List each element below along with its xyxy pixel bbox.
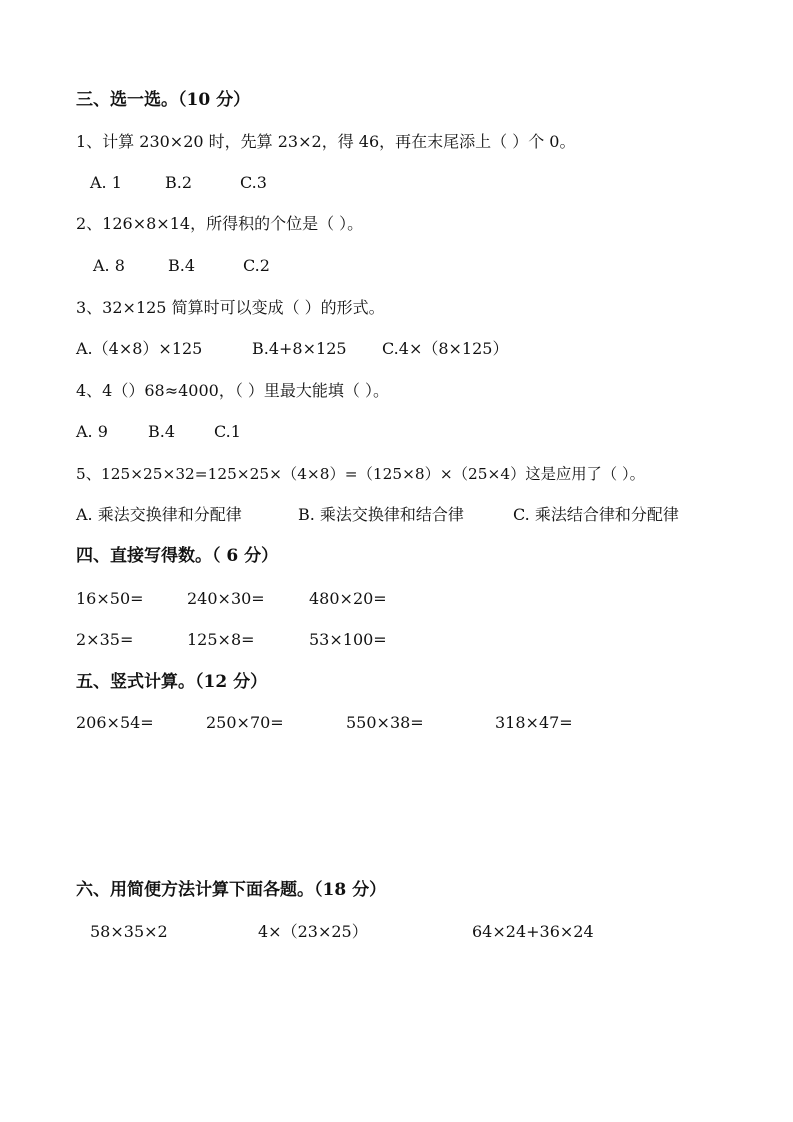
q3-option-a: A.（4×8）×125: [76, 339, 203, 358]
section-3-heading: 三、选一选。（10 分）: [76, 90, 251, 110]
q1-option-c: C.3: [240, 173, 267, 192]
q1-option-a: A. 1: [90, 173, 122, 192]
question-3-stem: 3、32×125 简算时可以变成（ ）的形式。: [76, 298, 385, 317]
simplify-calc-item: 58×35×2: [90, 922, 168, 941]
q2-option-c: C.2: [243, 256, 270, 275]
question-5-stem: 5、125×25×32=125×25×（4×8）=（125×8）×（25×4）这是应用了（ ）。: [76, 465, 645, 483]
question-2-stem: 2、126×8×14，所得积的个位是（ ）。: [76, 214, 364, 233]
vertical-calc-item: 250×70=: [206, 713, 284, 732]
section-5-heading: 五、竖式计算。（12 分）: [76, 672, 268, 692]
vertical-calc-item: 206×54=: [76, 713, 154, 732]
q3-option-b: B.4+8×125: [252, 339, 347, 358]
q4-option-c: C.1: [214, 422, 241, 441]
section-4-heading: 四、直接写得数。（ 6 分）: [76, 546, 279, 566]
q4-option-a: A. 9: [76, 422, 108, 441]
question-1-stem: 1、计算 230×20 时，先算 23×2，得 46，再在末尾添上（ ）个 0。: [76, 132, 576, 151]
oral-calc-item: 16×50=: [76, 589, 144, 608]
oral-calc-item: 2×35=: [76, 630, 134, 649]
vertical-calc-item: 318×47=: [495, 713, 573, 732]
q5-option-b: B. 乘法交换律和结合律: [298, 505, 464, 524]
oral-calc-item: 53×100=: [309, 630, 387, 649]
oral-calc-item: 480×20=: [309, 589, 387, 608]
q1-option-b: B.2: [165, 173, 193, 192]
vertical-calc-item: 550×38=: [346, 713, 424, 732]
q2-option-a: A. 8: [93, 256, 125, 275]
question-4-stem: 4、4（）68≈4000，（ ）里最大能填（ ）。: [76, 381, 390, 400]
q3-option-c: C.4×（8×125）: [382, 339, 509, 358]
oral-calc-item: 240×30=: [187, 589, 265, 608]
q5-option-c: C. 乘法结合律和分配律: [513, 505, 679, 524]
oral-calc-item: 125×8=: [187, 630, 255, 649]
simplify-calc-item: 64×24+36×24: [472, 922, 594, 941]
q2-option-b: B.4: [168, 256, 196, 275]
section-6-heading: 六、用简便方法计算下面各题。（18 分）: [76, 880, 387, 900]
q5-option-a: A. 乘法交换律和分配律: [76, 505, 242, 524]
q4-option-b: B.4: [148, 422, 176, 441]
simplify-calc-item: 4×（23×25）: [258, 922, 368, 941]
